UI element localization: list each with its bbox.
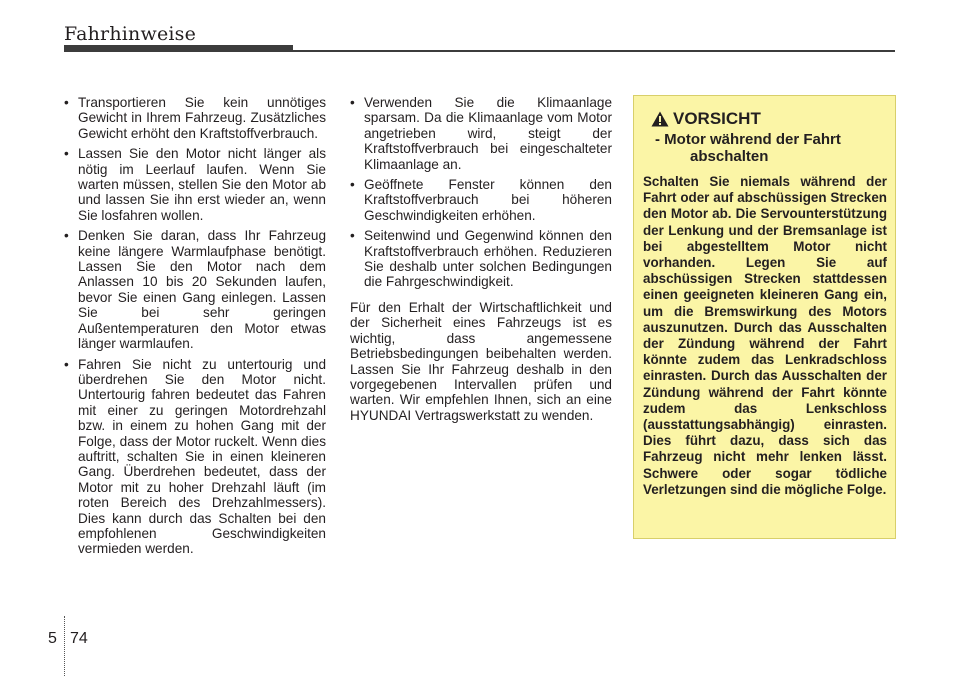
left-column	[64, 95, 326, 562]
left-bullet-list	[64, 95, 326, 557]
list-item-text: Geöffnete Fenster können den Kraftstoffverbrauch bei höheren Geschwindigkeiten erhöhen.	[364, 177, 612, 223]
list-item	[350, 228, 612, 290]
list-item-text: Lassen Sie den Motor nicht länger als nötig im Leerlauf laufen. Wenn Sie warten müssen, stellen Sie den Motor ab und lassen Sie ihn erst wieder an, wenn Sie losfahren wollen.	[78, 146, 326, 223]
page-header-title: Fahrhinweise	[64, 23, 197, 45]
bullet-icon: •	[350, 228, 355, 244]
bullet-icon: •	[350, 177, 355, 193]
middle-column	[350, 95, 612, 437]
list-item-text: Fahren Sie nicht zu untertourig und überdrehen Sie den Motor nicht. Untertourig fahren bedeutet das Fahren mit einer zu geringen Motordrehzahl bzw. in einem zu hohen Gang mit der Folge, dass der Motor ruckelt. Wenn dies auftritt, schalten Sie in einen kleineren Gang. Überdrehen bedeutet, dass der Motor mit zu hoher Drehzahl läuft (im roten Bereich des Drehzahlmessers). Dies kann durch das Schalten bei den empfohlenen Geschwindigkeiten vermieden werden.	[78, 356, 326, 557]
bullet-icon: •	[64, 356, 69, 372]
middle-bullet-list	[350, 95, 612, 290]
maintenance-paragraph: Für den Erhalt der Wirtschaftlichkeit und der Sicherheit eines Fahrzeugs ist es wichtig, dass angemessene Betriebsbedingungen beibehalten werden. Lassen Sie Ihr Fahrzeug deshalb in den vorgegebenen Intervallen prüfen und warten. Wir empfehlen Ihnen, sich an eine HYUNDAI Vertragswerkstatt zu wenden.	[350, 299, 612, 423]
caution-header	[651, 109, 887, 129]
list-item	[350, 177, 612, 223]
list-item	[350, 95, 612, 172]
list-item-text: Transportieren Sie kein unnötiges Gewicht in Ihrem Fahrzeug. Zusätzliches Gewicht erhöht den Kraftstoffverbrauch.	[78, 95, 326, 141]
bullet-icon: •	[350, 95, 355, 110]
list-item-text: Verwenden Sie die Klimaanlage sparsam. Da die Klimaanlage vom Motor angetrieben wird, steigt der Kraftstoffverbrauch bei eingeschalteter Klimaanlage an.	[364, 95, 612, 172]
bullet-icon: •	[64, 228, 69, 244]
footer-divider	[64, 616, 65, 676]
bullet-icon: •	[64, 95, 69, 110]
warning-triangle-icon	[651, 111, 669, 127]
list-item-text: Seitenwind und Gegenwind können den Kraftstoffverbrauch erhöhen. Reduzieren Sie deshalb unter solchen Bedingungen die Fahrgeschwindigkeit.	[364, 228, 612, 290]
list-item	[64, 228, 326, 351]
list-item	[64, 95, 326, 141]
bullet-icon: •	[64, 146, 69, 162]
header-rule-thin	[64, 50, 895, 52]
list-item	[64, 357, 326, 557]
list-item-text: Denken Sie daran, dass Ihr Fahrzeug keine längere Warmlaufphase benötigt. Lassen Sie den Motor nach dem Anlassen 10 bis 20 Sekunden laufen, bevor Sie einen Gang einlegen. Lassen Sie bei sehr geringen Außentemperaturen den Motor etwas länger warmlaufen.	[78, 228, 326, 352]
caution-body: Schalten Sie niemals während der Fahrt oder auf abschüssigen Strecken den Motor ab. Die Servounterstützung der Lenkung und der Bremsanlage ist bei abgestelltem Motor nicht vorhanden. Legen Sie auf abschüssigen Strecken stattdessen einen geeigneten kleineren Gang ein, um die Bremswirkung des Motors auszunutzen. Durch das Ausschalten der Zündung während der Fahrt könnte zudem das Lenkradschloss einrasten. Durch das Ausschalten der Zündung während der Fahrt könnte zudem das Lenkschloss (ausstattungsabhängig) einrasten. Dies führt dazu, dass sich das Fahrzeug nicht mehr lenken lässt. Schwere oder sogar tödliche Verletzungen sind die mögliche Folge.	[643, 174, 887, 497]
caution-title: VORSICHT	[673, 109, 761, 128]
list-item	[64, 146, 326, 223]
caution-subtitle: - Motor während der Fahrt abschalten	[655, 131, 841, 165]
footer-page-number: 74	[70, 630, 88, 647]
footer-chapter-number: 5	[48, 630, 57, 647]
caution-box	[633, 95, 896, 539]
